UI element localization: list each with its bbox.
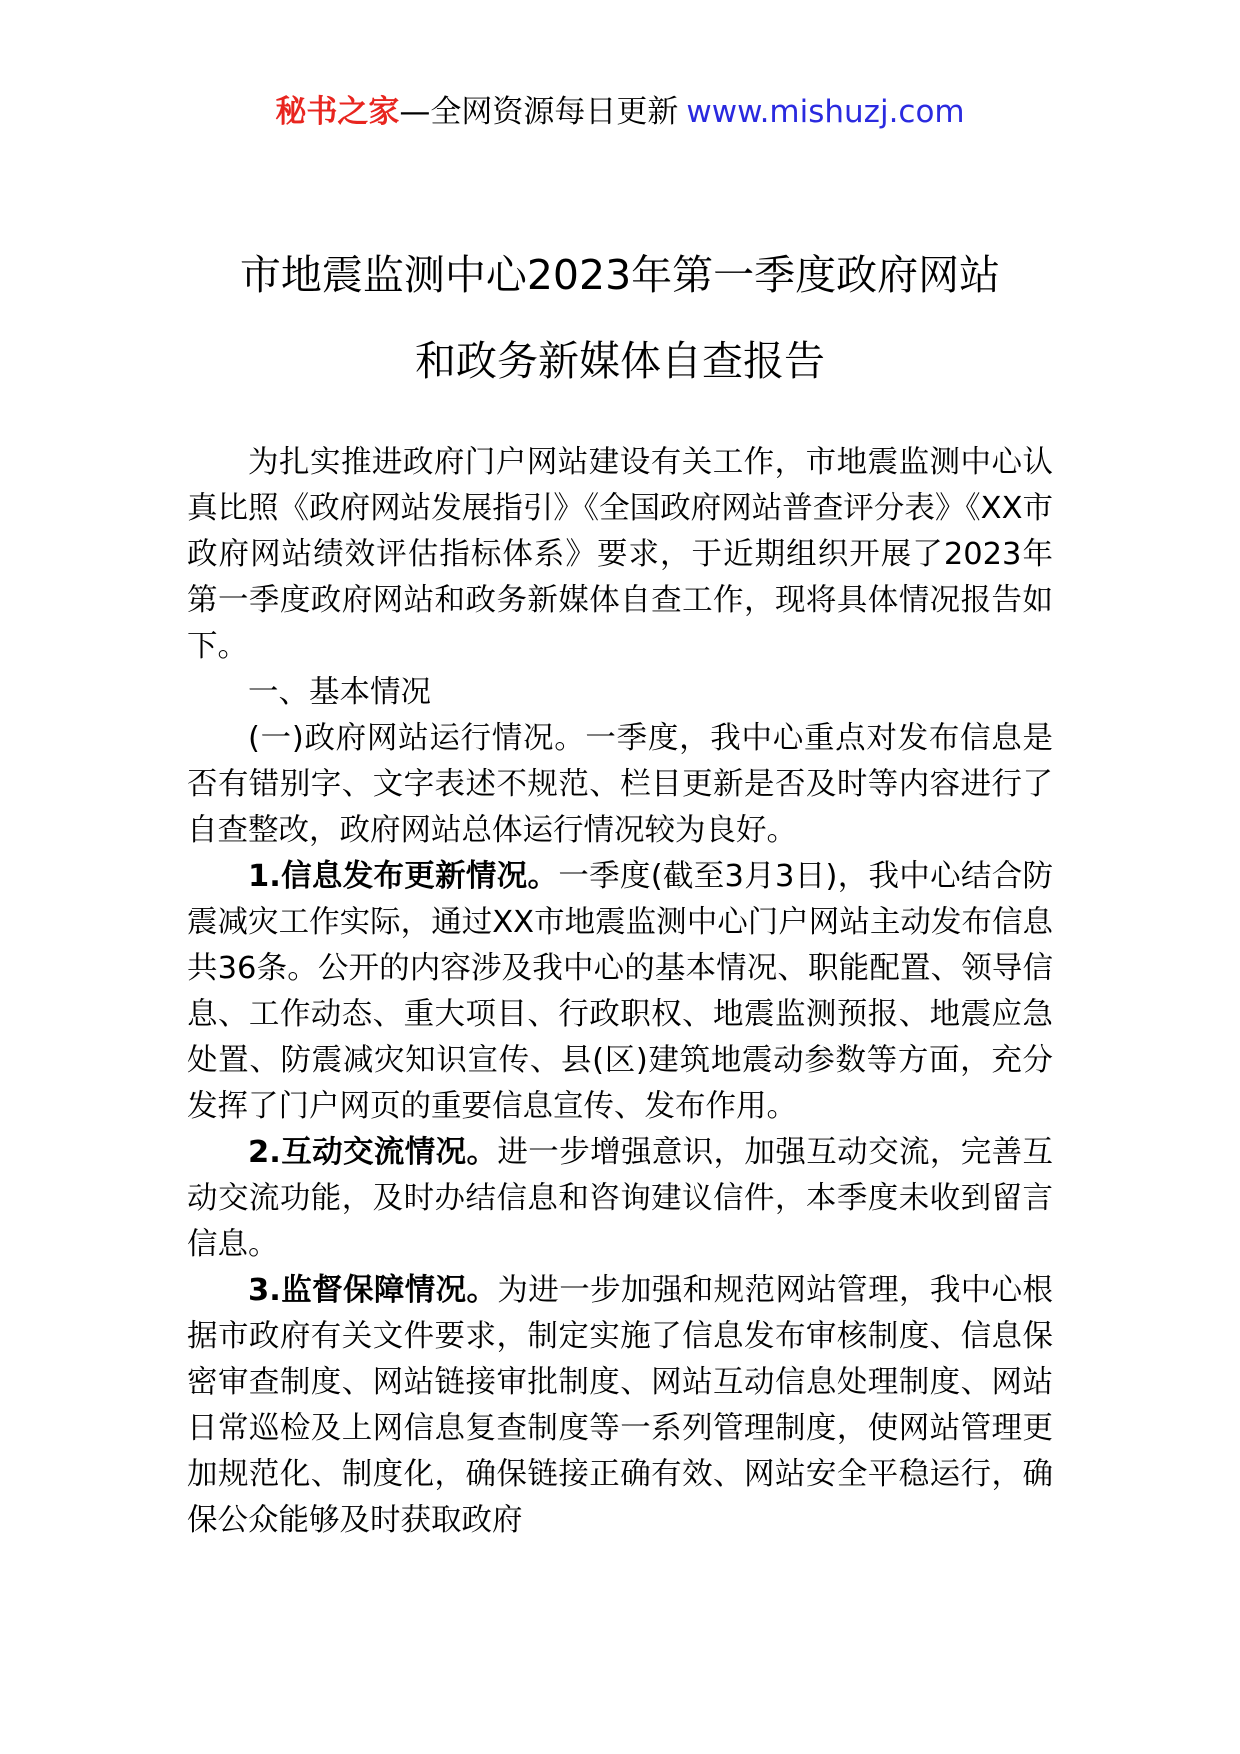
document-body bbox=[187, 440, 1053, 1544]
brand-name: 秘书之家 bbox=[275, 94, 400, 130]
item-info-publishing bbox=[187, 854, 1053, 1130]
item-info-publishing-lead: 1.信息发布更新情况。 bbox=[248, 859, 559, 894]
title-line-1: 市地震监测中心2023年第一季度政府网站 bbox=[239, 251, 1001, 299]
item-supervision-text: 为进一步加强和规范网站管理，我中心根据市政府有关文件要求，制定实施了信息发布审核制度、信息保密审查制度、网站链接审批制度、网站互动信息处理制度、网站日常巡检及上网信息复查制度等一系列管理制度，使网站管理更加规范化、制度化，确保链接正确有效、网站安全平稳运行，确保公众能够及时获取政府 bbox=[187, 1273, 1054, 1538]
item-interaction-lead: 2.互动交流情况。 bbox=[248, 1135, 498, 1170]
item-interaction-text: 进一步增强意识，加强互动交流，完善互动交流功能，及时办结信息和咨询建议信件，本季度未收到留言信息。 bbox=[187, 1135, 1054, 1262]
section-heading-basic: 一、基本情况 bbox=[248, 675, 431, 710]
item-supervision bbox=[187, 1268, 1053, 1544]
title-line-2: 和政务新媒体自查报告 bbox=[415, 337, 825, 385]
item-supervision-lead: 3.监督保障情况。 bbox=[248, 1273, 498, 1308]
subsection-website-operation: (一)政府网站运行情况。一季度，我中心重点对发布信息是否有错别字、文字表述不规范、栏目更新是否及时等内容进行了自查整改，政府网站总体运行情况较为良好。 bbox=[187, 721, 1053, 848]
site-header bbox=[0, 92, 1240, 132]
header-tagline: —全网资源每日更新 bbox=[399, 94, 679, 130]
item-info-publishing-text: 一季度(截至3月3日)，我中心结合防震减灾工作实际，通过XX市地震监测中心门户网站主动发布信息共36条。公开的内容涉及我中心的基本情况、职能配置、领导信息、工作动态、重大项目、行政职权、地震监测预报、地震应急处置、防震减灾知识宣传、县(区)建筑地震动参数等方面，充分发挥了门户网页的重要信息宣传、发布作用。 bbox=[187, 859, 1054, 1124]
intro-paragraph: 为扎实推进政府门户网站建设有关工作，市地震监测中心认真比照《政府网站发展指引》《全国政府网站普查评分表》《XX市政府网站绩效评估指标体系》要求，于近期组织开展了2023年第一季度政府网站和政务新媒体自查工作，现将具体情况报告如下。 bbox=[187, 445, 1053, 664]
document-title bbox=[0, 232, 1240, 404]
item-interaction bbox=[187, 1130, 1053, 1268]
site-url-link[interactable]: www.mishuzj.com bbox=[686, 94, 965, 130]
